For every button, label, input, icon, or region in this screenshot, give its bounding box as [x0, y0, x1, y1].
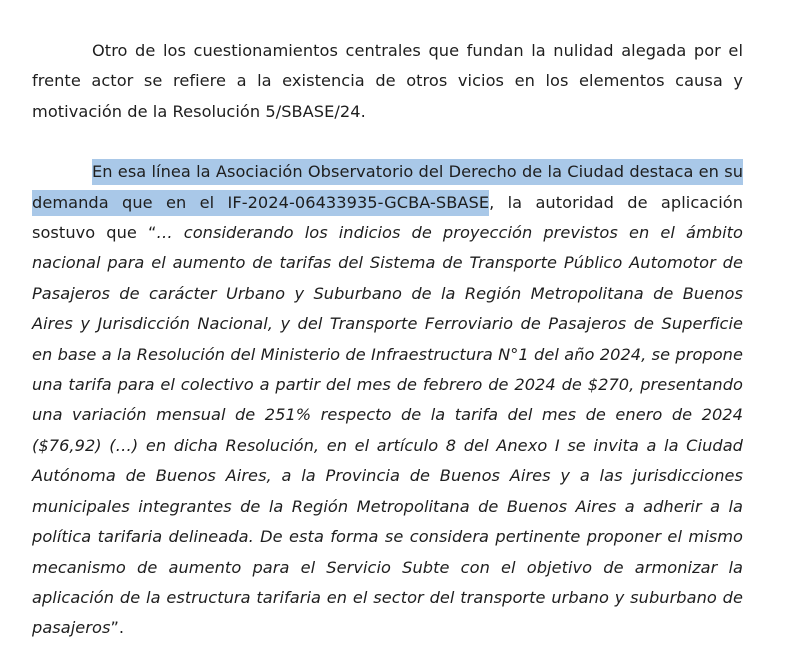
document-page [32, 36, 743, 644]
quote-closing-mark: ”. [110, 618, 125, 638]
selected-text-highlight[interactable]: En esa línea la Asociación Observatorio del Derecho de la Ciudad destaca en su demanda que en el IF-2024-06433935-GCBA-SBASE [32, 159, 743, 215]
paragraph-nullity-vices [32, 36, 743, 127]
paragraph-association-claim [32, 157, 743, 644]
quoted-resolution-text[interactable]: … considerando los indicios de proyección previstos en el ámbito nacional para el aumento de tarifas del Sistema de Transporte Público Automotor de Pasajeros de carácter Urbano y Suburbano de la Región Metropolitana de Buenos Aires y Jurisdicción Nacional, y del Transporte Ferroviario de Pasajeros de Superficie en base a la Resolución del Ministerio de Infraestructura N°1 del año 2024, se propone una tarifa para el colectivo a partir del mes de febrero de 2024 de $270, presentando una variación mensual de 251% respecto de la tarifa del mes de enero de 2024 ($76,92) (…) en dicha Resolución, en el artículo 8 del Anexo I se invita a la Ciudad Autónoma de Buenos Aires, a la Provincia de Buenos Aires y a las jurisdicciones municipales integrantes de la Región Metropolitana de Buenos Aires a adherir a la política tarifaria delineada. De esta forma se considera pertinente proponer el mismo mecanismo de aumento para el Servicio Subte con el objetivo de armonizar la aplicación de la estructura tarifaria en el sector del transporte urbano y suburbano de pasajeros [32, 223, 743, 638]
paragraph-association-claim-text[interactable]: , la autoridad de aplicación sostuvo que “ [32, 192, 744, 243]
paragraph-nullity-vices-text[interactable]: Otro de los cuestionamientos centrales que fundan la nulidad alegada por el frente actor se refiere a la existencia de otros vicios en los elementos causa y motivación de la Resolución 5/SBASE/24. [32, 41, 743, 121]
